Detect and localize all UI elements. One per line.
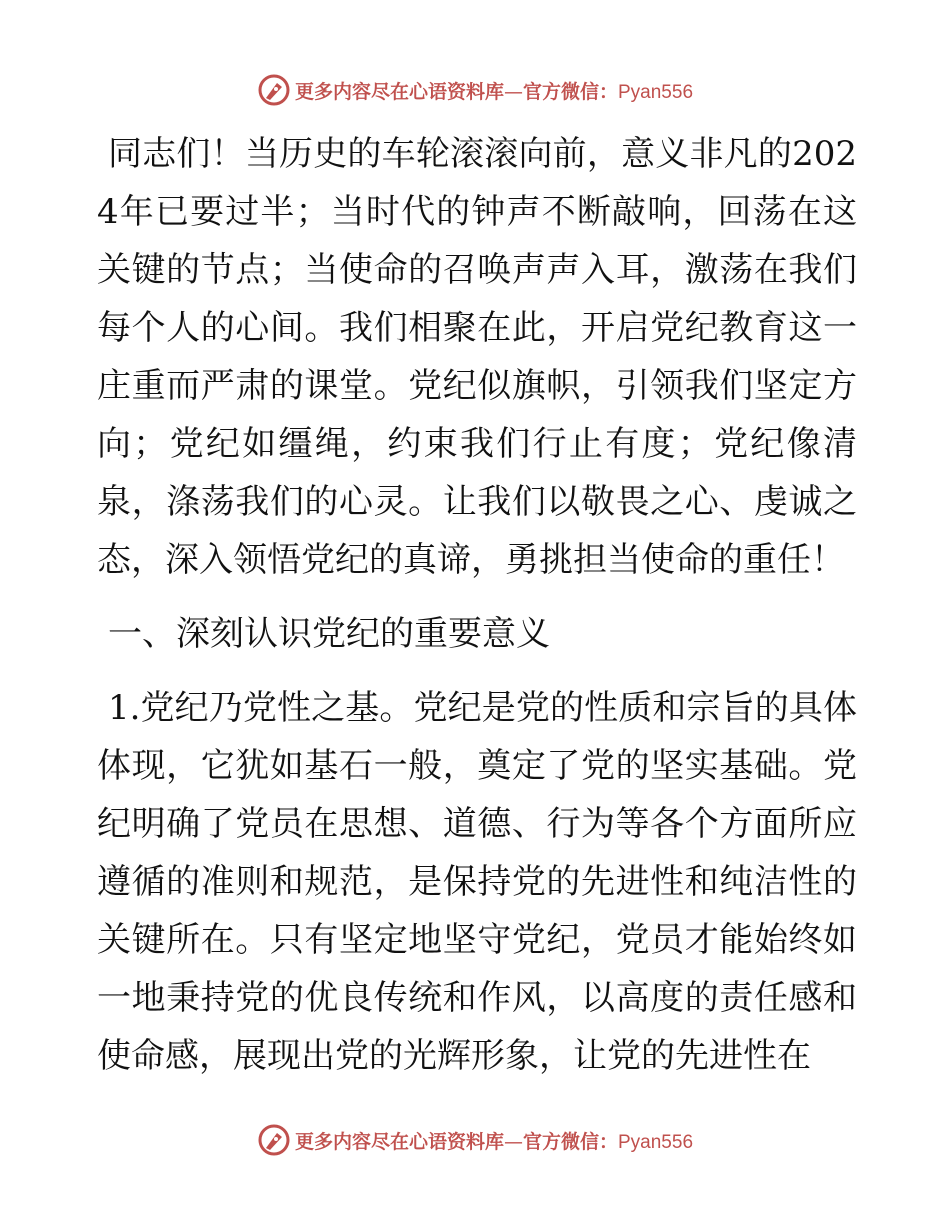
footer-banner	[0, 1120, 950, 1160]
pen-nib-circle-icon	[257, 73, 291, 107]
document-body	[97, 125, 857, 1085]
header-banner	[0, 70, 950, 110]
section-heading: 一、深刻认识党纪的重要意义	[108, 614, 550, 654]
banner-text: 更多内容尽在心语资料库—官方微信：Pyan556	[294, 1130, 694, 1153]
intro-paragraph: 同志们！当历史的车轮滚滚向前，意义非凡的2024年已要过半；当时代的钟声不断敲响，回荡在这关键的节点；当使命的召唤声声入耳，激荡在我们每个人的心间。我们相聚在此，开启党纪教育这一庄重而严肃的课堂。党纪似旗帜，引领我们坚定方向；党纪如缰绳，约束我们行止有度；党纪像清泉，涤荡我们的心灵。让我们以敬畏之心、虔诚之态，深入领悟党纪的真谛，勇挑担当使命的重任！	[97, 134, 857, 580]
point-paragraph: 1.党纪乃党性之基。党纪是党的性质和宗旨的具体体现，它犹如基石一般，奠定了党的坚实基础。党纪明确了党员在思想、道德、行为等各个方面所应遵循的准则和规范，是保持党的先进性和纯洁性的关键所在。只有坚定地坚守党纪，党员才能始终如一地秉持党的优良传统和作风，以高度的责任感和使命感，展现出党的光辉形象，让党的先进性在	[97, 688, 857, 1076]
pen-nib-circle-icon	[257, 1123, 291, 1157]
banner-text: 更多内容尽在心语资料库—官方微信：Pyan556	[294, 80, 694, 103]
